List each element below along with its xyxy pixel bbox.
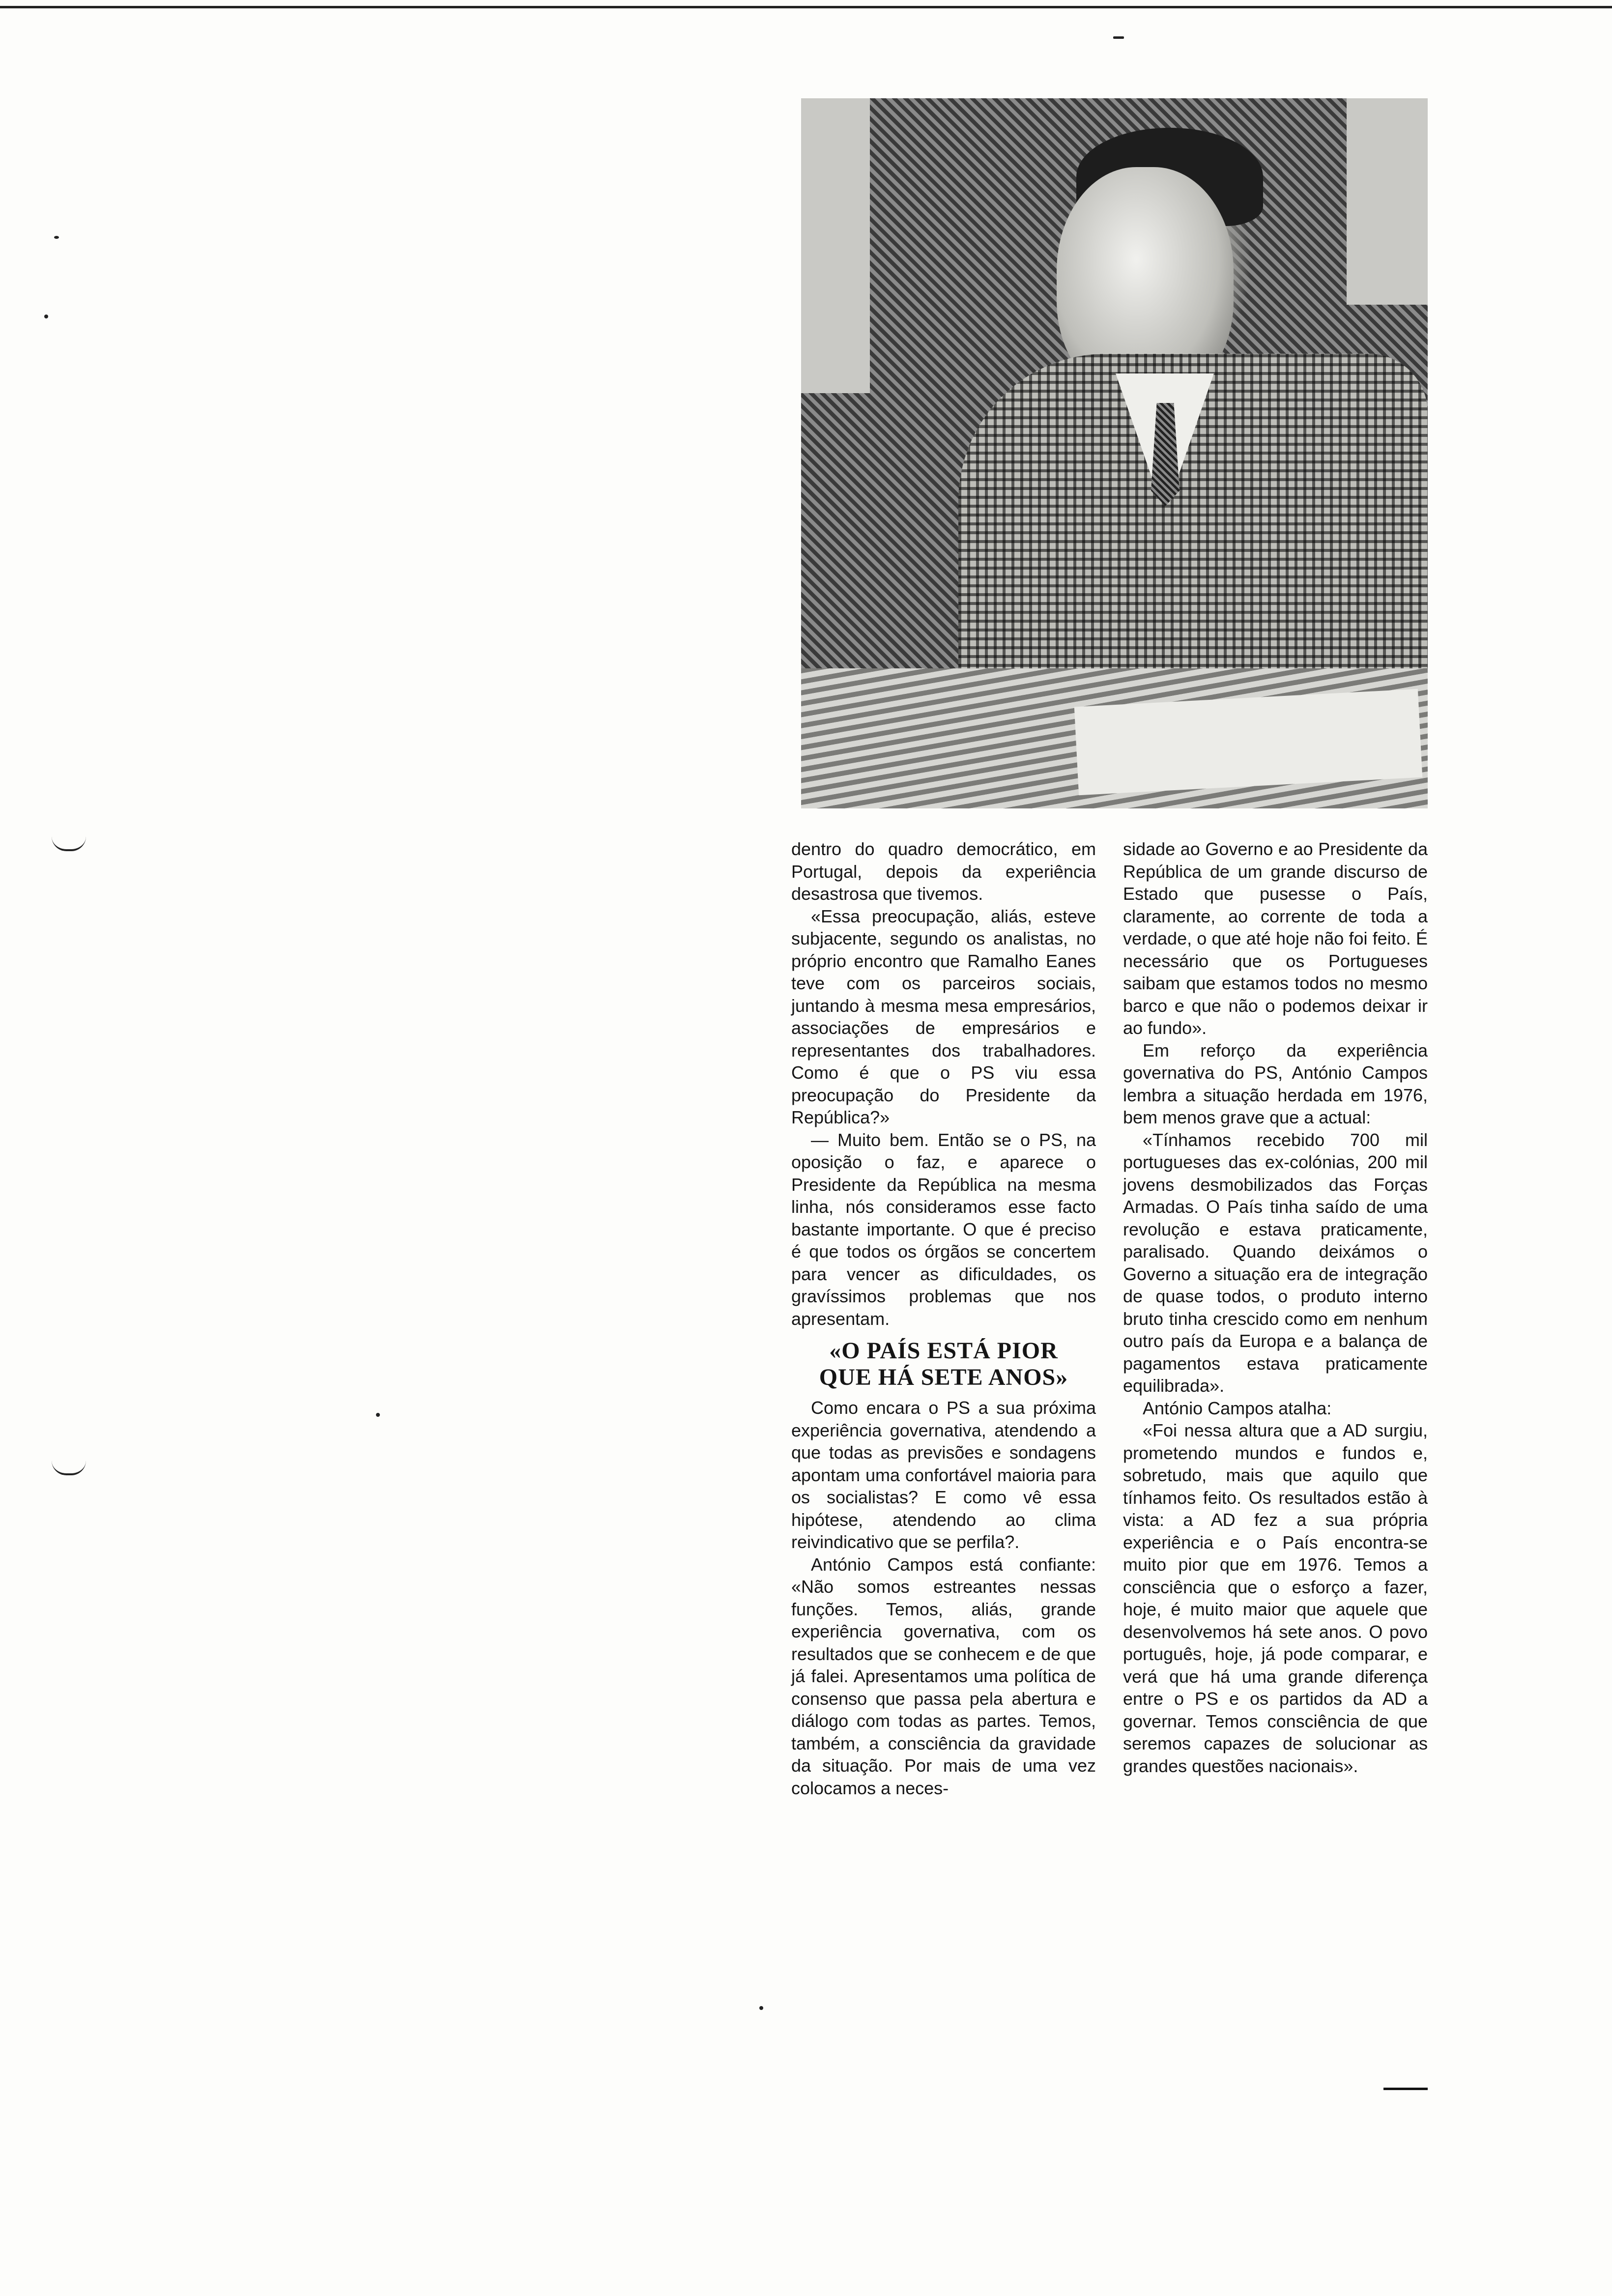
article-end-rule — [1383, 2088, 1428, 2090]
scan-speck — [1113, 36, 1124, 39]
article-column-left — [791, 838, 1096, 1799]
section-headline — [791, 1338, 1096, 1391]
paragraph: sidade ao Governo e ao Presidente da República de um grande discurso de Estado que pusesse o País, claramente, ao corrente de toda a verdade, o que até hoje não foi feito. É necessário que os Portugueses saibam que estamos todos no mesmo barco e que não o podemos deixar ir ao fundo». — [1123, 839, 1428, 1038]
top-border-rule — [0, 6, 1612, 8]
photo-papers — [1074, 689, 1422, 795]
paragraph: «Tínhamos recebido 700 mil portugueses das ex-colónias, 200 mil jovens desmobilizados das Forças Armadas. O País tinha saído de uma revolução e estava praticamente, paralisado. Quando deixámos o Governo a situação era de integração de quase todos, o produto interno bruto tinha crescido como em nenhum outro país da Europa e a balança de pagamentos estava praticamente equilibrada». — [1123, 1129, 1428, 1396]
scan-speck — [44, 315, 48, 318]
binder-hole-mark-upper — [52, 836, 86, 851]
paragraph: António Campos está confiante: «Não somos estreantes nessas funções. Temos, aliás, grande experiência governativa, com os resultados que se conhecem e de que já falei. Apresentamos uma política de consenso que passa pela abertura e diálogo com todas as partes. Temos, também, a consciência da gravidade da situação. Por mais de uma vez colocamos a neces- — [791, 1554, 1096, 1798]
scan-speck — [376, 1413, 380, 1417]
binder-hole-mark-lower — [52, 1461, 86, 1475]
article-column-right — [1123, 838, 1428, 1777]
scan-speck — [54, 236, 59, 239]
paragraph: «Foi nessa altura que a AD surgiu, prometendo mundos e fundos e, sobretudo, mais que aquilo que tínhamos feito. Os resultados estão à vista: a AD fez a sua própria experiência e o País encontra-se muito pior que em 1976. Temos a consciência que o esforço a fazer, hoje, é muito maior que aquele que desenvolvemos há sete anos. O povo português, hoje, já pode comparar, e verá que há uma grande diferença entre o PS e os partidos da AD a governar. Temos consciência de que seremos capazes de solucionar as grandes questões nacionais». — [1123, 1420, 1428, 1776]
paragraph: dentro do quadro democrático, em Portugal, depois da experiência desastrosa que tivemos. — [791, 839, 1096, 904]
paragraph: «Essa preocupação, aliás, esteve subjacente, segundo os analistas, no próprio encontro que Ramalho Eanes teve com os parceiros sociais, juntando à mesma mesa empresários, associações de empresários e representantes dos trabalhadores. Como é que o PS viu essa preocupação do Presidente da República?» — [791, 906, 1096, 1127]
headline-line: QUE HÁ SETE ANOS» — [819, 1364, 1068, 1390]
paragraph: António Campos atalha: — [1143, 1398, 1332, 1418]
article-photo — [801, 98, 1428, 808]
paragraph: Como encara o PS a sua próxima experiência governativa, atendendo a que todas as previsões e sondagens apontam uma confortável maioria para os socialistas? E como vê essa hipótese, atendendo ao clima reivindicativo que se perfila?. — [791, 1398, 1096, 1552]
headline-line: «O PAÍS ESTÁ PIOR — [829, 1338, 1058, 1364]
scan-speck — [759, 2006, 763, 2010]
paragraph: — Muito bem. Então se o PS, na oposição o faz, e aparece o Presidente da República na mesma linha, nós consideramos esse facto bastante importante. O que é preciso é que todos os órgãos se concertem para vencer as dificuldades, os gravíssimos problemas que nos apresentam. — [791, 1129, 1096, 1329]
paragraph: Em reforço da experiência governativa do PS, António Campos lembra a situação herdada em 1976, bem menos grave que a actual: — [1123, 1040, 1428, 1127]
